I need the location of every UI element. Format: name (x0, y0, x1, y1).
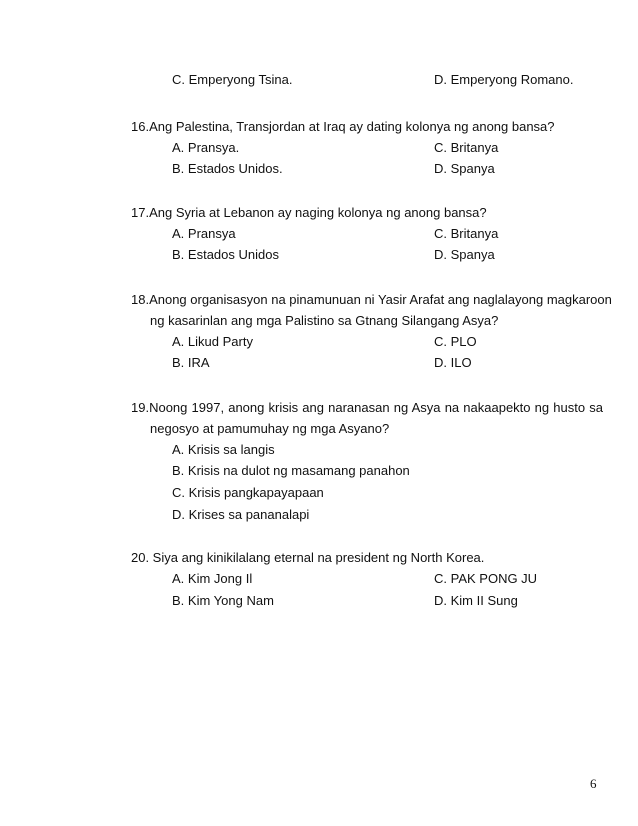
option-letter: C. (434, 226, 447, 241)
page-number: 6 (590, 776, 597, 791)
option-letter: B. (172, 355, 185, 370)
q15-option-d (434, 72, 573, 88)
option-text: Krisis pangkapayapaan (188, 485, 324, 500)
option-text: Spanya (450, 247, 495, 262)
q16-stem: 16.Ang Palestina, Transjordan at Iraq ay dating kolonya ng anong bansa? (131, 119, 555, 134)
q16-option-c (434, 140, 498, 156)
option-letter: A. (172, 571, 185, 586)
option-letter: B. (172, 593, 185, 608)
option-letter: C. (172, 485, 185, 500)
q17-option-c (434, 226, 498, 242)
option-letter: A. (172, 442, 185, 457)
q17-option-a (172, 226, 236, 242)
option-letter: C. (434, 140, 447, 155)
option-text: Emperyong Romano. (450, 72, 574, 87)
q19-stem-line1: 19.Noong 1997, anong krisis ang naranasan ng Asya na nakaapekto ng husto sa (131, 400, 603, 415)
option-letter: D. (434, 593, 447, 608)
option-text: Krises sa pananalapi (188, 507, 310, 522)
option-text: Kim II Sung (450, 593, 518, 608)
option-letter: A. (172, 140, 185, 155)
option-text: Krisis sa langis (187, 442, 275, 457)
q16-option-d (434, 161, 495, 177)
option-text: Pransya (187, 226, 236, 241)
option-text: Britanya (450, 226, 499, 241)
option-letter: A. (172, 334, 185, 349)
q20-option-b (172, 593, 274, 609)
option-letter: B. (172, 247, 185, 262)
option-letter: D. (434, 355, 447, 370)
q19-option-b (172, 463, 410, 479)
q18-stem-line1: 18.Anong organisasyon na pinamunuan ni Yasir Arafat ang naglalayong magkaroon (131, 292, 612, 307)
option-text: Krisis na dulot ng masamang panahon (187, 463, 410, 478)
q16-option-b (172, 161, 283, 177)
option-text: PLO (450, 334, 477, 349)
option-text: Estados Unidos (187, 247, 279, 262)
q19-option-c (172, 485, 324, 501)
q20-option-d (434, 593, 518, 609)
option-letter: D. (172, 507, 185, 522)
option-text: Spanya (450, 161, 495, 176)
option-text: Likud Party (187, 334, 253, 349)
option-text: Kim Yong Nam (187, 593, 274, 608)
q15-option-c (172, 72, 292, 88)
q19-stem-line2: negosyo at pamumuhay ng mga Asyano? (150, 421, 390, 436)
option-letter: C. (434, 334, 447, 349)
option-text: Britanya (450, 140, 499, 155)
q18-option-a (172, 334, 253, 350)
option-text: Pransya. (187, 140, 240, 155)
option-letter: B. (172, 463, 185, 478)
option-letter: D. (434, 247, 447, 262)
q20-stem: 20. Siya ang kinikilalang eternal na president ng North Korea. (131, 550, 485, 565)
q18-option-c (434, 334, 477, 350)
option-text: ILO (450, 355, 472, 370)
option-text: PAK PONG JU (450, 571, 538, 586)
q20-option-c (434, 571, 537, 587)
q18-option-b (172, 355, 210, 371)
q17-option-b (172, 247, 279, 263)
q17-option-d (434, 247, 495, 263)
q18-stem-line2: ng kasarinlan ang mga Palistino sa Gtnang Silangang Asya? (150, 313, 499, 328)
option-letter: D. (434, 72, 447, 87)
option-text: Emperyong Tsina. (188, 72, 293, 87)
q16-option-a (172, 140, 239, 156)
option-letter: C. (172, 72, 185, 87)
q19-option-a (172, 442, 275, 458)
option-letter: D. (434, 161, 447, 176)
option-text: IRA (187, 355, 210, 370)
q19-option-d (172, 507, 309, 523)
option-letter: A. (172, 226, 185, 241)
option-letter: C. (434, 571, 447, 586)
q18-option-d (434, 355, 472, 371)
option-letter: B. (172, 161, 185, 176)
option-text: Estados Unidos. (187, 161, 283, 176)
option-text: Kim Jong Il (187, 571, 253, 586)
q20-option-a (172, 571, 252, 587)
q17-stem: 17.Ang Syria at Lebanon ay naging kolonya ng anong bansa? (131, 205, 487, 220)
